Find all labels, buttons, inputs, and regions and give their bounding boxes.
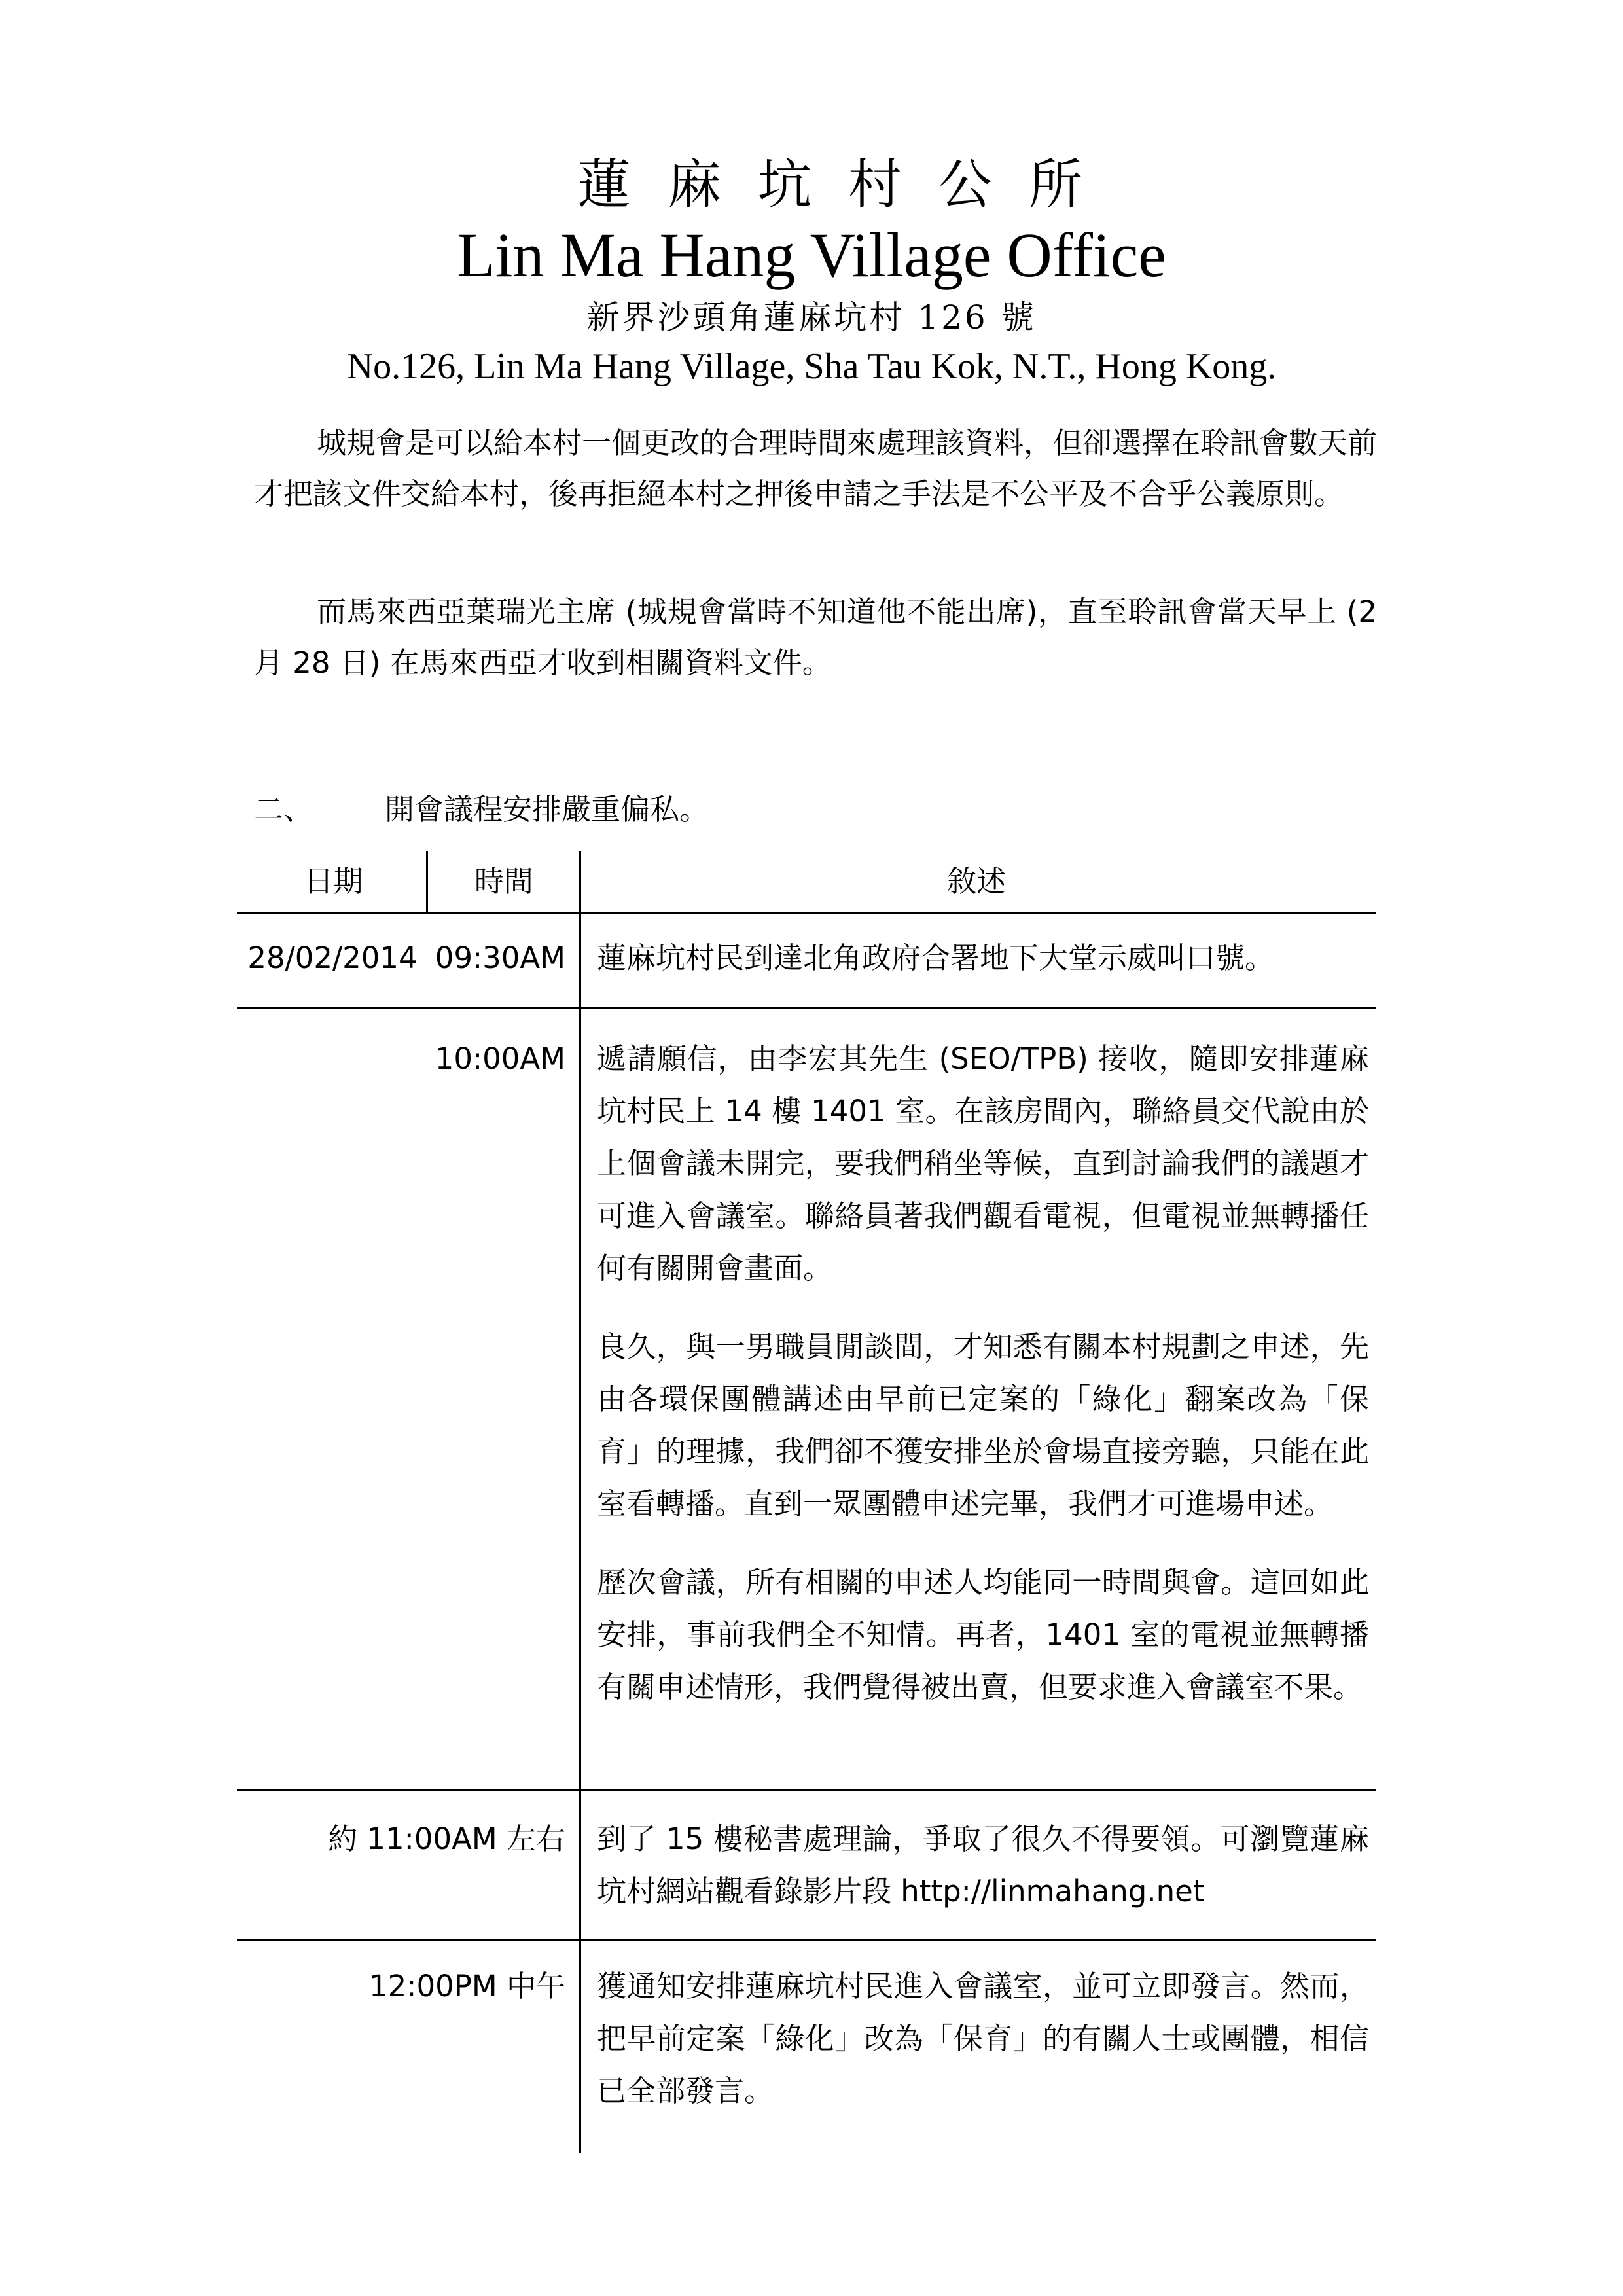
description-paragraph: 歷次會議，所有相關的申述人均能同一時間與會。這回如此安排，事前我們全不知情。再者，1401 室的電視並無轉播有關申述情形，我們覺得被出賣，但要求進入會議室不果。 — [597, 1565, 1369, 1704]
description-paragraph: 蓮麻坑村民到達北角政府合署地下大堂示威叫口號。 — [597, 941, 1275, 975]
section-number: 二、 — [254, 792, 313, 827]
body-paragraph: 而馬來西亞葉瑞光主席 (城規會當時不知道他不能出席)，直至聆訊會當天早上 (2 月 28 日) 在馬來西亞才收到相關資料文件。 — [254, 594, 1377, 680]
row-description — [597, 932, 1369, 1011]
table-header-date: 日期 — [304, 864, 363, 899]
description-paragraph: 獲通知安排蓮麻坑村民進入會議室，並可立即發言。然而，把早前定案「綠化」改為「保育」的有關人士或團體，相信已全部發言。 — [597, 1969, 1369, 2108]
row-time: 09:30AM — [435, 941, 565, 975]
table-rule — [237, 912, 1376, 914]
description-paragraph: 良久，與一男職員閒談間，才知悉有關本村規劃之申述，先由各環保團體講述由早前已定案的「綠化」翻案改為「保育」的理據，我們卻不獲安排坐於會場直接旁聽，只能在此室看轉播。直到一眾團體申述完畢，我們才可進場申述。 — [597, 1329, 1369, 1521]
section-title: 開會議程安排嚴重偏私。 — [385, 792, 709, 827]
table-header-time: 時間 — [474, 864, 533, 899]
row-time: 10:00AM — [435, 1041, 565, 1076]
table-divider — [579, 851, 581, 2153]
body-paragraph: 城規會是可以給本村一個更改的合理時間來處理該資料，但卻選擇在聆訊會數天前才把該文件交給本村，後再拒絕本村之押後申請之手法是不公平及不合乎公義原則。 — [254, 425, 1378, 511]
description-paragraph: 到了 15 樓秘書處理論，爭取了很久不得要領。可瀏覽蓮麻坑村網站觀看錄影片段 http://linmahang.net — [597, 1821, 1369, 1909]
table-divider — [426, 851, 428, 913]
row-time: 12:00PM 中午 — [369, 1969, 565, 2003]
row-date: 28/02/2014 — [247, 941, 418, 975]
office-name-chinese: 蓮麻坑村公所 — [577, 154, 1119, 216]
description-paragraph: 遞請願信，由李宏其先生 (SEO/TPB) 接收，隨即安排蓮麻坑村民上 14 樓 1401 室。在該房間內，聯絡員交代說由於上個會議未開完，要我們稍坐等候，直到討論我們的議題才可進入會議室。聯絡員著我們觀看電視，但電視並無轉播任何有關開會畫面。 — [597, 1041, 1369, 1285]
office-address-chinese: 新界沙頭角蓮麻坑村 126 號 — [586, 298, 1037, 336]
table-rule — [237, 1789, 1376, 1791]
office-address-english: No.126, Lin Ma Hang Village, Sha Tau Kok, N.T., Hong Kong. — [346, 346, 1277, 387]
table-rule — [237, 1007, 1376, 1009]
row-description — [597, 1033, 1369, 1740]
row-description — [597, 1960, 1369, 2144]
table-header-description: 敘述 — [946, 864, 1006, 899]
table-rule — [237, 1939, 1376, 1941]
row-time: 約 11:00AM 左右 — [328, 1821, 565, 1856]
office-name-english: Lin Ma Hang Village Office — [457, 220, 1166, 290]
row-description — [597, 1813, 1369, 1944]
section-heading — [254, 787, 709, 833]
